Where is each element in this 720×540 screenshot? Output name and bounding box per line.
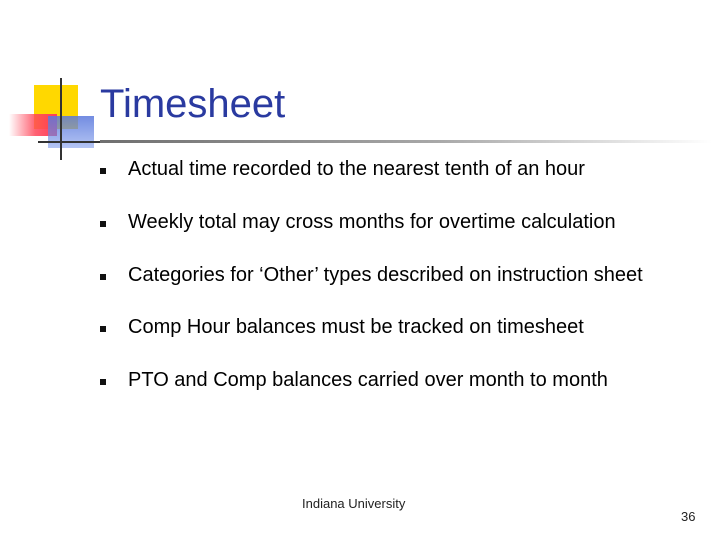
list-item bbox=[96, 369, 696, 391]
decorative-logo-icon bbox=[0, 0, 110, 170]
logo-vertical-line bbox=[60, 78, 62, 160]
title-underline bbox=[100, 140, 712, 143]
bullet-text: Categories for ‘Other’ types described on instruction sheet bbox=[128, 264, 643, 286]
page-number: 36 bbox=[681, 509, 696, 524]
bullet-list bbox=[96, 158, 696, 422]
bullet-text: PTO and Comp balances carried over month to month bbox=[128, 369, 608, 391]
logo-horizontal-line bbox=[38, 141, 100, 143]
list-item bbox=[96, 158, 696, 180]
bullet-square-icon bbox=[100, 274, 106, 280]
bullet-text: Weekly total may cross months for overtime calculation bbox=[128, 211, 616, 233]
logo-blue-square bbox=[48, 116, 94, 148]
list-item bbox=[96, 264, 696, 286]
bullet-square-icon bbox=[100, 168, 106, 174]
bullet-square-icon bbox=[100, 379, 106, 385]
bullet-square-icon bbox=[100, 221, 106, 227]
bullet-text: Actual time recorded to the nearest tenth of an hour bbox=[128, 158, 585, 180]
list-item bbox=[96, 316, 696, 338]
list-item bbox=[96, 211, 696, 233]
bullet-square-icon bbox=[100, 326, 106, 332]
bullet-text: Comp Hour balances must be tracked on timesheet bbox=[128, 316, 584, 338]
slide-title: Timesheet bbox=[100, 82, 286, 126]
footer-organization: Indiana University bbox=[302, 496, 406, 511]
